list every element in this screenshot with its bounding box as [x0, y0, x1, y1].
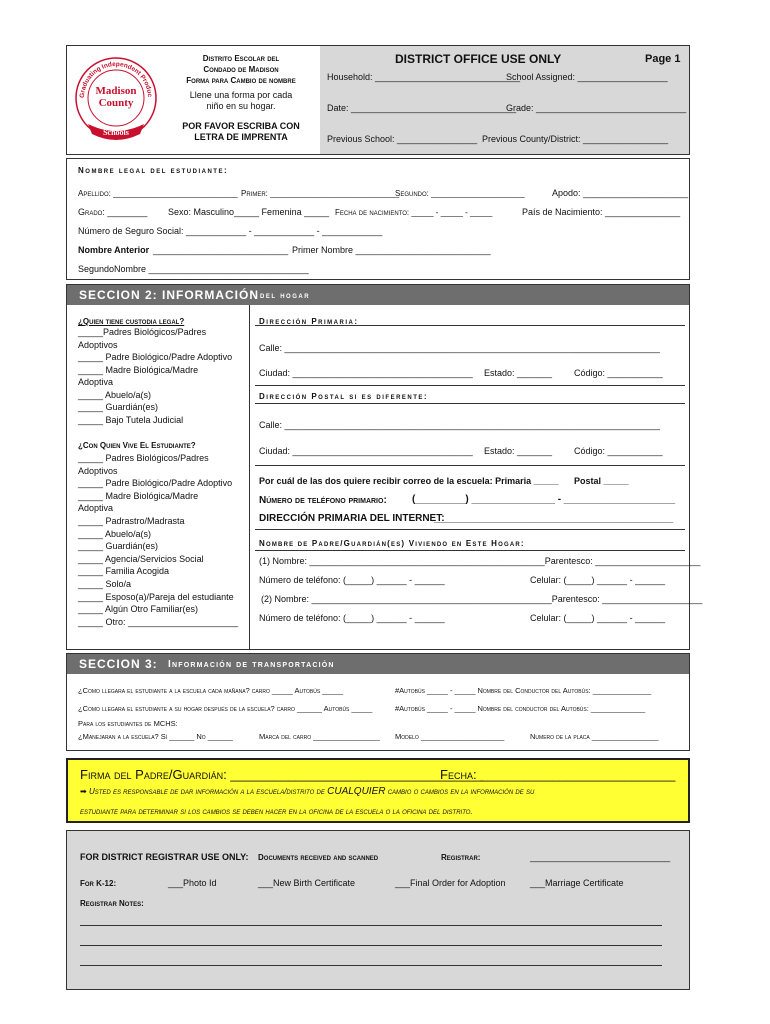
notice-text-1: Usted es responsable de dar información a la escuela/distrito de — [88, 787, 325, 796]
internet-label: DIRECCIÓN PRIMARIA DEL INTERNET: — [259, 513, 445, 524]
district-title-3: Forma para Cambio de nombre — [186, 76, 296, 85]
grado-field[interactable]: Grado: ________ — [78, 207, 148, 217]
section2-divider — [249, 305, 250, 650]
parent1-phone-field[interactable]: Número de teléfono: (_____) ______ - ______ — [259, 575, 445, 585]
section3-title-small: Información de transportación — [168, 659, 335, 670]
registrar-notes-line[interactable] — [80, 945, 662, 946]
primary-estado-field[interactable]: Estado: _______ — [484, 368, 553, 378]
lives-with-option[interactable]: _____ Padre Biológico/Padre Adoptivo — [78, 478, 233, 489]
instruction-2: niño en su hogar. — [206, 101, 276, 111]
parent2-cell-field[interactable]: Celular: (_____) ______ - ______ — [530, 613, 666, 623]
school-assigned-field[interactable]: School Assigned: __________________ — [506, 72, 668, 82]
custody-option: Adoptivos — [78, 339, 118, 350]
apodo-field[interactable]: Apodo: _____________________ — [552, 188, 689, 198]
seguro-social-field[interactable]: Número de Seguro Social: ____________ - ____________ - ____________ — [78, 226, 383, 236]
logo-line1: Madison — [95, 85, 137, 97]
parent2-phone-field[interactable]: Número de teléfono: (_____) ______ - ______ — [259, 613, 445, 623]
car-model-field[interactable]: Modelo ____________________ — [395, 732, 505, 741]
instruction-1: Llene una forma por cada — [189, 90, 293, 100]
lives-with-option[interactable]: _____ Guardián(es) — [78, 541, 159, 552]
morning-transport-field[interactable]: ¿Como llegara el estudiante a la escuela cada mañana? carro _____ Autobús _____ — [78, 686, 344, 695]
section3-title: SECCION 3: — [79, 657, 158, 671]
postal-codigo-field[interactable]: Código: ___________ — [574, 446, 663, 456]
sexo-field[interactable]: Sexo: Masculino_____ Femenina _____ — [168, 207, 330, 217]
birth-certificate-check[interactable]: ___New Birth Certificate — [258, 878, 356, 888]
section3-title-bar — [67, 654, 689, 674]
parent1-cell-field[interactable]: Celular: (_____) ______ - ______ — [530, 575, 666, 585]
parent1-name-field[interactable]: (1) Nombre: _______________________________________________Parentesco: _____________________ — [259, 556, 701, 566]
custody-option[interactable]: _____ Padre Biológico/Padre Adoptivo — [78, 352, 233, 362]
lives-with-option[interactable]: _____ Abuelo/a(s) — [78, 528, 152, 539]
office-title: DISTRICT OFFICE USE ONLY — [395, 52, 562, 66]
custody-option[interactable]: _____ Bajo Tutela Judicial — [78, 414, 184, 425]
madison-county-schools-logo — [70, 48, 162, 148]
lives-with-option[interactable]: _____ Madre Biológica/Madre — [78, 490, 199, 501]
lives-with-option: Adoptivos — [78, 465, 118, 476]
section2-title: SECCION 2: INFORMACIÓN — [79, 288, 260, 302]
student-section-label: Nombre legal del estudiante: — [78, 166, 229, 175]
mail-preference-field[interactable]: Por cuál de las dos quiere recibir correo de la escuela: Primaria _____ — [259, 476, 559, 486]
postal-address-rule-top — [255, 385, 685, 386]
morning-bus-field[interactable]: #Autobús _____ - _____ Nombre del Conductor del Autobús: ______________ — [395, 686, 652, 695]
afternoon-bus-field[interactable]: #Autobús _____ - _____ Nombre del conductor del Autobús: _____________ — [395, 704, 646, 713]
lives-with-option[interactable]: _____ Algún Otro Familiar(es) — [78, 604, 199, 615]
lives-with-option[interactable]: _____ Padres Biológicos/Padres — [78, 453, 209, 463]
custody-question: ¿Quien tiene custodia legal? — [78, 317, 185, 326]
office-grade-field[interactable]: Grade: ______________________________ — [506, 103, 687, 113]
logo-line2: County — [98, 97, 134, 109]
notice-line-2: estudiante para determinar si los cambios se deben hacer en la oficina de la escuela o la oficina del distrito. — [80, 807, 473, 816]
parents-label: Nombre de Padre/Guardián(es) Viviendo en Este Hogar: — [259, 539, 525, 548]
drive-to-school-field[interactable]: ¿Manejaran a la escuela? Sí ______ No ______ — [78, 732, 233, 741]
arrow-right-icon: ➡ — [80, 787, 87, 796]
lives-with-question: ¿Con Quien Vive El Estudiante? — [78, 441, 196, 450]
segundo-field[interactable]: Segundo: _____________________ — [395, 189, 525, 198]
student-name-box — [66, 158, 690, 280]
logo-ring-text: Graduating Independent Produc — [78, 60, 154, 99]
primary-ciudad-field[interactable]: Ciudad: ____________________________________ — [259, 368, 473, 378]
section2-title-small: del hogar — [260, 291, 311, 300]
adoption-order-check[interactable]: ___Final Order for Adoption — [395, 878, 506, 888]
custody-option: Adoptiva — [78, 377, 114, 387]
notice-line-1 — [80, 786, 534, 797]
household-field[interactable]: Household: _____________________________ — [327, 72, 521, 82]
plate-number-field[interactable]: Numero de la placa ________________ — [530, 732, 659, 741]
district-title-1: Distrito Escolar del — [202, 54, 280, 63]
office-date-field[interactable]: Date: _________________________________ — [327, 103, 517, 113]
custody-option[interactable]: _____ Abuelo/a(s) — [78, 389, 152, 400]
notice-cualquier: CUALQUIER — [327, 786, 386, 797]
primary-phone-field[interactable]: (_________) _______________ - ____________________ — [412, 494, 676, 505]
custody-option[interactable]: _____ Guardián(es) — [78, 402, 159, 412]
previous-county-field[interactable]: Previous County/District: _________________ — [482, 134, 669, 144]
registrar-notes-label: Registrar Notes: — [80, 899, 144, 908]
postal-address-label: Dirección Postal si es diferente: — [259, 392, 429, 401]
primary-phone-label: Número de teléfono primario: — [259, 495, 387, 506]
fecha-nacimiento-field[interactable]: Fecha de nacimiento: _____ - _____ - _____ — [335, 208, 493, 217]
registrar-title: FOR DISTRICT REGISTRAR USE ONLY: — [80, 852, 249, 862]
lives-with-option[interactable]: _____ Otro: ______________________ — [78, 616, 239, 627]
internet-field[interactable]: ___________________________________________ — [434, 513, 674, 524]
k12-label: For K-12: — [80, 879, 117, 888]
registrar-notes-line[interactable] — [80, 925, 662, 926]
documents-label: Documents received and scanned — [258, 853, 379, 862]
guardian-signature-field[interactable]: Firma del Padre/Guardián: ___________________________________ — [80, 767, 484, 782]
registrar-notes-line[interactable] — [80, 965, 662, 966]
lives-with-option[interactable]: _____ Padrastro/Madrasta — [78, 516, 185, 526]
mail-rule — [255, 465, 685, 466]
lives-with-option[interactable]: _____ Solo/a — [78, 579, 132, 589]
page-number: Page 1 — [645, 53, 681, 65]
primary-codigo-field[interactable]: Código: ___________ — [574, 368, 663, 378]
afternoon-transport-field[interactable]: ¿Como llegara el estudiante a su hogar después de la escuela? carro ______ Autobús _____ — [78, 704, 373, 713]
segundo-nombre-field[interactable]: SegundoNombre ________________________________ — [78, 264, 309, 274]
logo-banner: Schools — [103, 128, 129, 137]
postal-estado-field[interactable]: Estado: _______ — [484, 446, 553, 456]
lives-with-option[interactable]: _____ Agencia/Servicios Social — [78, 553, 204, 564]
postal-address-rule — [255, 403, 685, 404]
registrar-label: Registrar: — [441, 853, 481, 862]
primary-address-label: Dirección Primaria: — [259, 317, 359, 326]
primary-calle-field[interactable]: Calle: ___________________________________________________________________________ — [259, 343, 660, 353]
mchs-label: Para los estudiantes de MCHS: — [78, 719, 178, 728]
lives-with-option[interactable]: _____ Esposo(a)/Pareja del estudiante — [78, 591, 234, 602]
nombre-anterior-label: Nombre Anterior — [78, 245, 150, 255]
photo-id-check[interactable]: ___Photo Id — [168, 878, 217, 888]
print-instruction-1: POR FAVOR ESCRIBA CON — [182, 121, 300, 131]
primer-field[interactable]: Primer: _____________________________ — [241, 189, 400, 198]
nombre-anterior-field[interactable]: ___________________________ — [153, 245, 289, 255]
custody-option[interactable]: _____Padres Biológicos/Padres — [78, 327, 207, 337]
primary-address-rule — [255, 325, 685, 326]
primer-nombre-field[interactable]: Primer Nombre ___________________________ — [292, 245, 491, 255]
parents-rule — [255, 550, 685, 551]
marriage-certificate-check[interactable]: ___Marriage Certificate — [530, 878, 624, 888]
registrar-field[interactable]: ____________________________ — [530, 852, 671, 862]
mail-postal-field[interactable]: Postal _____ — [574, 476, 629, 486]
lives-with-option[interactable]: _____ Familia Acogida — [78, 566, 170, 577]
custody-option[interactable]: _____ Madre Biológica/Madre — [78, 364, 199, 375]
print-instruction-2: LETRA DE IMPRENTA — [194, 132, 288, 142]
pais-field[interactable]: País de Nacimiento: _______________ — [522, 207, 681, 217]
district-title-2: Condado de Madison — [203, 65, 279, 74]
postal-ciudad-field[interactable]: Ciudad: ____________________________________ — [259, 446, 473, 456]
apellido-field[interactable]: Apellido: ____________________________ — [78, 189, 238, 198]
parent2-name-field[interactable]: (2) Nombre: ________________________________________________Parentesco: ____________________ — [261, 594, 703, 604]
lives-with-option: Adoptiva — [78, 503, 114, 514]
car-make-field[interactable]: Marca del carro ________________ — [259, 732, 380, 741]
signature-date-field[interactable]: Fecha: ___________________________ — [440, 767, 676, 782]
parents-rule-top — [255, 529, 685, 530]
section2-title-bar — [67, 285, 689, 305]
notice-text-2: cambio o cambios en la información de su — [387, 787, 535, 796]
previous-school-field[interactable]: Previous School: ________________ — [327, 134, 478, 144]
postal-calle-field[interactable]: Calle: ___________________________________________________________________________ — [259, 420, 660, 430]
